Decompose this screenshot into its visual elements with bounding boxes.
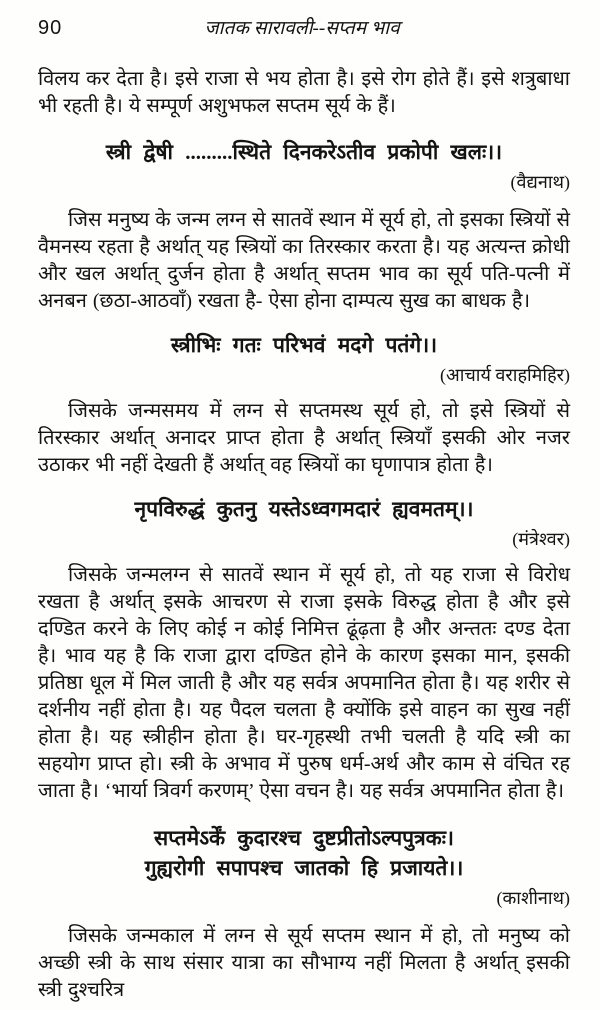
shloka-4-line-2: गुह्यरोगी सपापश्च जातको हि प्रजायते।। (144, 856, 464, 880)
paragraph-5: जिसके जन्मकाल में लग्न से सूर्य सप्तम स्थान में हो, तो मनुष्य को अच्छी स्त्री के साथ संसार यात्रा का सौभाग्य नहीं मिलता है अर्थात् इसकी स्त्री दुश्चरित्र (38, 925, 570, 1001)
paragraph-4: जिसके जन्मलग्न से सातवें स्थान में सूर्य हो, तो यह राजा से विरोध रखता है अर्थात् इसके आचरण से राजा इसके विरुद्ध होता है और इसे दण्डित करने के लिए कोई न कोई निमित्त ढूंढ़ता है और अन्ततः दण्ड देता है। भाव यह है कि राजा द्वारा दण्डित होने के कारण इसका मान, इसकी प्रतिष्ठा धूल में मिल जाती है और यह सर्वत्र अपमानित होता है। यह शरीर से दर्शनीय नहीं होता है। यह पैदल चलता है क्योंकि इसे वाहन का सुख नहीं होता है। यह स्त्रीहीन होता है। घर-गृहस्थी तभी चलती है यदि स्त्री का सहयोग प्राप्त हो। स्त्री के अभाव में पुरुष धर्म-अर्थ और काम से वंचित रह जाता है। ‘भार्या त्रिवर्ग करणम्’ ऐसा वचन है। यह सर्वत्र अपमानित होता है। (38, 564, 570, 802)
shloka-3-attribution: (मंत्रेश्वर) (512, 529, 570, 549)
paragraph-2: जिस मनुष्य के जन्म लग्न से सातवें स्थान में सूर्य हो, तो इसका स्त्रियों से वैमनस्य रहता है अर्थात् यह स्त्रियों का तिरस्कार करता है। यह अत्यन्त क्रोधी और खल अर्थात् दुर्जन होता है अर्थात् सप्तम भाव का सूर्य पति-पत्नी में अनबन (छठा-आठवाँ) रखता है- ऐसा होना दाम्पत्य सुख का बाधक है। (38, 209, 570, 312)
running-title: जातक सारावली--सप्तम भाव (204, 18, 400, 39)
shloka-1-line: स्त्री द्वेषी .........स्थिते दिनकरेऽतीव प्रकोपी खलः।। (105, 140, 503, 164)
page-number: 90 (38, 17, 63, 39)
page-header (38, 14, 570, 44)
paragraph-3: जिसके जन्मसमय में लग्न से सप्तमस्थ सूर्य हो, तो इसे स्त्रियों से तिरस्कार अर्थात् अनादर प्राप्त होता है अर्थात् स्त्रियाँ इसकी ओर नजर उठाकर भी नहीं देखती हैं अर्थात् वह स्त्रियों का घृणापात्र होता है। (38, 400, 570, 476)
shloka-3-line: नृपविरुद्धं कुतनु यस्तेऽध्वगमदारं ह्यवमतम्।। (134, 497, 474, 521)
shloka-block-2 (38, 330, 570, 388)
shloka-4-line-1: सप्तमेऽर्कें कुदारश्च दुष्टप्रीतोऽल्पपुत्रकः। (154, 826, 454, 850)
shloka-block-1 (38, 137, 570, 195)
paragraph-1: विलय कर देता है। इसे राजा से भय होता है। इसे रोग होते हैं। इसे शत्रुबाधा भी रहती है। ये सम्पूर्ण अशुभफल सप्तम सूर्य के हैं। (38, 68, 570, 117)
shloka-2-attribution: (आचार्य वराहमिहिर) (439, 365, 570, 385)
shloka-4-attribution: (काशीनाथ) (496, 888, 570, 908)
shloka-block-3 (38, 494, 570, 552)
shloka-1-attribution: (वैद्यनाथ) (510, 172, 570, 192)
shloka-block-4 (38, 823, 570, 911)
shloka-2-line: स्त्रीभिः गतः परिभवं मदगे पतंगे।। (170, 333, 438, 357)
